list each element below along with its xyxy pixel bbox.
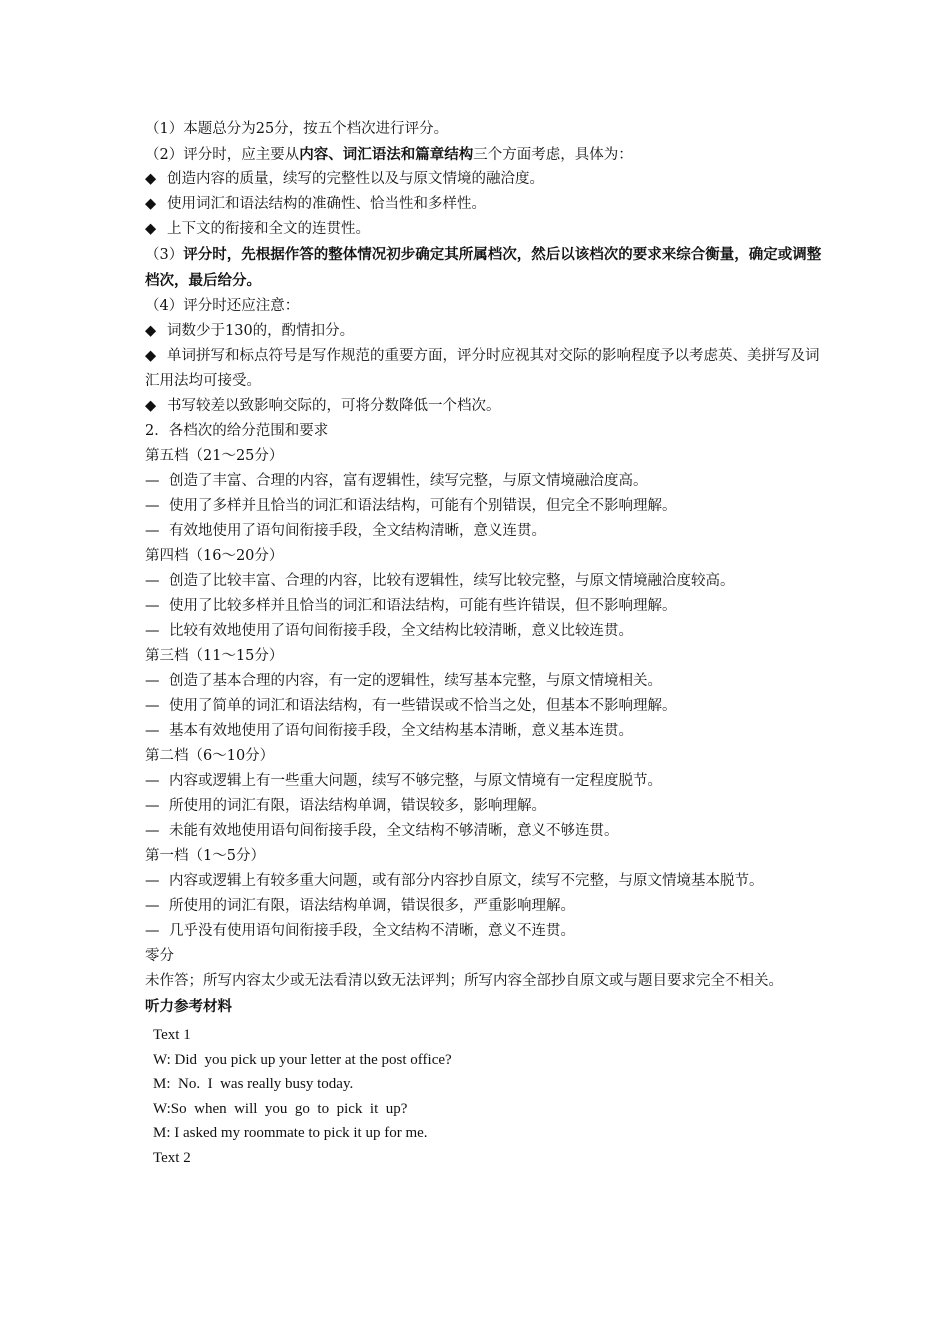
- note-2-suffix: 三个方面考虑，具体为：: [473, 147, 633, 163]
- listening-line: W:So when will you go to pick it up?: [153, 1100, 408, 1117]
- listening-line: M: No. I was really busy today.: [153, 1076, 354, 1092]
- level-item-text: 创造了比较丰富、合理的内容，比较有逻辑性，续写比较完整，与原文情境融洽度较高。: [169, 573, 735, 589]
- listening-line: Text 2: [153, 1149, 191, 1166]
- dash-bullet-icon: —: [145, 798, 160, 814]
- note-2-bullet: [145, 217, 825, 242]
- level-item-text: 内容或逻辑上有较多重大问题，或有部分内容抄自原文，续写不完整，与原文情境基本脱节。: [169, 873, 764, 889]
- note-3-prefix: （3）: [145, 247, 184, 263]
- dash-bullet-icon: —: [145, 823, 160, 839]
- diamond-bullet-icon: ◆: [145, 221, 157, 237]
- level-item-text: 几乎没有使用语句间衔接手段，全文结构不清晰，意义不连贯。: [169, 923, 575, 939]
- level-item-text: 使用了简单的词汇和语法结构，有一些错误或不恰当之处，但基本不影响理解。: [169, 698, 677, 714]
- dash-bullet-icon: —: [145, 723, 160, 739]
- level-item: [145, 594, 825, 619]
- level-item: [145, 819, 825, 844]
- levels-heading: 2．各档次的给分范围和要求: [145, 423, 329, 439]
- dash-bullet-icon: —: [145, 698, 160, 714]
- dash-bullet-icon: —: [145, 573, 160, 589]
- dash-bullet-icon: —: [145, 623, 160, 639]
- document-page: [145, 117, 825, 1170]
- dash-bullet-icon: —: [145, 598, 160, 614]
- diamond-bullet-icon: ◆: [145, 398, 157, 414]
- level-item-text: 使用了比较多样并且恰当的词汇和语法结构，可能有些许错误，但不影响理解。: [169, 598, 677, 614]
- note-3-bold: 评分时，先根据作答的整体情况初步确定其所属档次，然后以该档次的要求来综合衡量，确定或调整档次，最后给分。: [145, 246, 822, 289]
- listening-line: W: Did you pick up your letter at the post office?: [153, 1051, 452, 1068]
- note-2: [145, 142, 825, 167]
- level-title: 第三档（11～15分）: [145, 648, 284, 664]
- zero-text: 未作答；所写内容太少或无法看清以致无法评判；所写内容全部抄自原文或与题目要求完全不相关。: [145, 973, 783, 989]
- level-item: [145, 769, 825, 794]
- diamond-bullet-icon: ◆: [145, 171, 157, 187]
- level-item-text: 未能有效地使用语句间衔接手段，全文结构不够清晰，意义不够连贯。: [169, 823, 619, 839]
- listening-heading: 听力参考材料: [145, 998, 232, 1015]
- level-item: [145, 494, 825, 519]
- level-item: [145, 569, 825, 594]
- dash-bullet-icon: —: [145, 923, 160, 939]
- bullet-text: 单词拼写和标点符号是写作规范的重要方面，评分时应视其对交际的影响程度予以考虑英、美拼写及词汇用法均可接受。: [145, 348, 820, 389]
- bullet-text: 书写较差以致影响交际的，可将分数降低一个档次。: [167, 398, 501, 414]
- bullet-text: 使用词汇和语法结构的准确性、恰当性和多样性。: [167, 196, 486, 212]
- dash-bullet-icon: —: [145, 773, 160, 789]
- note-1: （1）本题总分为25分，按五个档次进行评分。: [145, 121, 449, 137]
- level-title: 第二档（6～10分）: [145, 748, 275, 764]
- bullet-text: 词数少于130的，酌情扣分。: [167, 323, 355, 339]
- level-item-text: 基本有效地使用了语句间衔接手段，全文结构基本清晰，意义基本连贯。: [169, 723, 633, 739]
- level-item-text: 所使用的词汇有限，语法结构单调，错误很多，严重影响理解。: [169, 898, 575, 914]
- level-item-text: 比较有效地使用了语句间衔接手段，全文结构比较清晰，意义比较连贯。: [169, 623, 633, 639]
- level-item-text: 使用了多样并且恰当的词汇和语法结构，可能有个别错误，但完全不影响理解。: [169, 498, 677, 514]
- dash-bullet-icon: —: [145, 873, 160, 889]
- zero-title: 零分: [145, 948, 174, 964]
- note-4-bullet: [145, 319, 825, 344]
- level-item-text: 创造了基本合理的内容，有一定的逻辑性，续写基本完整，与原文情境相关。: [169, 673, 662, 689]
- level-item: [145, 794, 825, 819]
- level-item: [145, 619, 825, 644]
- level-title: 第一档（1～5分）: [145, 848, 265, 864]
- dash-bullet-icon: —: [145, 523, 160, 539]
- listening-line: Text 1: [153, 1027, 191, 1043]
- level-item-text: 所使用的词汇有限，语法结构单调，错误较多，影响理解。: [169, 798, 546, 814]
- note-2-bold: 内容、词汇语法和篇章结构: [299, 146, 474, 163]
- dash-bullet-icon: —: [145, 898, 160, 914]
- note-4: （4）评分时还应注意：: [145, 298, 300, 314]
- listening-line: M: I asked my roommate to pick it up for me.: [153, 1125, 428, 1141]
- note-2-prefix: （2）评分时，应主要从: [145, 147, 300, 163]
- diamond-bullet-icon: ◆: [145, 196, 157, 212]
- bullet-text: 创造内容的质量，续写的完整性以及与原文情境的融洽度。: [167, 171, 544, 187]
- level-item: [145, 469, 825, 494]
- diamond-bullet-icon: ◆: [145, 348, 157, 364]
- level-title: 第四档（16～20分）: [145, 548, 284, 564]
- note-2-bullet: [145, 167, 825, 192]
- level-item: [145, 869, 825, 894]
- note-3: [145, 242, 825, 294]
- dash-bullet-icon: —: [145, 498, 160, 514]
- level-item-text: 有效地使用了语句间衔接手段，全文结构清晰，意义连贯。: [169, 523, 546, 539]
- level-item: [145, 719, 825, 744]
- level-item: [145, 519, 825, 544]
- level-item-text: 内容或逻辑上有一些重大问题，续写不够完整，与原文情境有一定程度脱节。: [169, 773, 662, 789]
- dash-bullet-icon: —: [145, 673, 160, 689]
- level-item: [145, 894, 825, 919]
- bullet-text: 上下文的衔接和全文的连贯性。: [167, 221, 370, 237]
- level-item: [145, 919, 825, 944]
- dash-bullet-icon: —: [145, 473, 160, 489]
- diamond-bullet-icon: ◆: [145, 323, 157, 339]
- note-2-bullet: [145, 192, 825, 217]
- level-title: 第五档（21～25分）: [145, 448, 284, 464]
- level-item: [145, 694, 825, 719]
- note-4-bullet: [145, 344, 825, 394]
- note-4-bullet: [145, 394, 825, 419]
- level-item: [145, 669, 825, 694]
- level-item-text: 创造了丰富、合理的内容，富有逻辑性，续写完整，与原文情境融洽度高。: [169, 473, 648, 489]
